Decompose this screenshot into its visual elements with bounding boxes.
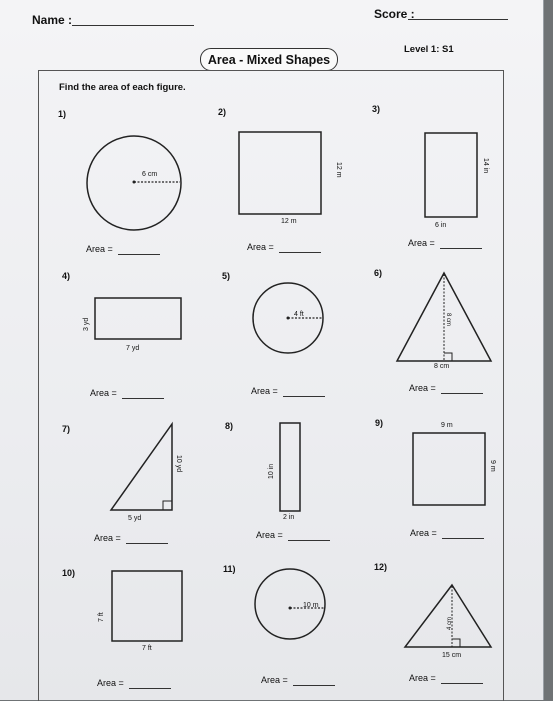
problem-number: 5)	[222, 271, 231, 281]
problem-number: 9)	[375, 418, 384, 428]
dimension-label: 9 m	[441, 422, 453, 429]
rectangle-figure	[279, 422, 301, 512]
dimension-label: 4 ft	[294, 311, 304, 318]
score-label: Score :	[374, 7, 415, 21]
worksheet-title: Area - Mixed Shapes	[200, 48, 338, 71]
dimension-label: 6 cm	[142, 171, 158, 178]
area-label: Area =	[97, 678, 124, 688]
area-label: Area =	[86, 244, 113, 254]
area-answer-line[interactable]	[126, 543, 168, 544]
dimension-label: 10 yd	[175, 455, 182, 473]
dimension-label: 2 in	[283, 514, 295, 521]
dimension-label: 4 cm	[447, 616, 453, 630]
dimension-label: 10 in	[268, 463, 275, 479]
square-figure	[111, 570, 183, 642]
area-answer-line[interactable]	[441, 393, 483, 394]
problem-number: 6)	[374, 268, 383, 278]
dimension-label: 12 m	[281, 218, 297, 225]
name-line[interactable]	[72, 25, 194, 26]
dimension-label: 8 cm	[434, 363, 450, 370]
problem-number: 1)	[58, 109, 67, 119]
problem-number: 12)	[374, 562, 388, 572]
dimension-label: 14 in	[482, 158, 489, 174]
square-figure	[412, 432, 486, 506]
area-answer-line[interactable]	[283, 396, 325, 397]
area-label: Area =	[90, 388, 117, 398]
rectangle-figure	[424, 132, 478, 218]
area-label: Area =	[261, 675, 288, 685]
problem-number: 4)	[62, 271, 71, 281]
dimension-label: 3 yd	[83, 317, 90, 331]
area-label: Area =	[94, 533, 121, 543]
dimension-label: 15 cm	[442, 652, 462, 659]
problem-number: 3)	[372, 104, 381, 114]
problem-number: 8)	[225, 421, 234, 431]
name-label: Name :	[32, 13, 73, 27]
dimension-label: 7 yd	[126, 345, 140, 352]
triangle-figure	[396, 272, 492, 362]
area-label: Area =	[256, 530, 283, 540]
area-answer-line[interactable]	[118, 254, 160, 255]
area-label: Area =	[251, 386, 278, 396]
problem-number: 2)	[218, 107, 227, 117]
area-answer-line[interactable]	[293, 685, 335, 686]
dimension-label: 9 m	[489, 460, 496, 472]
area-answer-line[interactable]	[122, 398, 164, 399]
area-answer-line[interactable]	[441, 683, 483, 684]
right-triangle-figure	[110, 423, 174, 511]
dimension-label: 8 cm	[445, 313, 451, 327]
dimension-label: 10 m	[303, 602, 319, 609]
rectangle-figure	[94, 297, 182, 340]
area-answer-line[interactable]	[129, 688, 171, 689]
score-line[interactable]	[408, 19, 508, 20]
area-answer-line[interactable]	[442, 538, 484, 539]
problem-number: 11)	[223, 564, 236, 574]
area-label: Area =	[247, 242, 274, 252]
dimension-label: 12 m	[335, 162, 342, 178]
area-answer-line[interactable]	[279, 252, 321, 253]
area-label: Area =	[409, 383, 436, 393]
dimension-label: 7 ft	[142, 645, 152, 652]
circle-figure	[252, 282, 324, 354]
dimension-label: 7 ft	[98, 612, 105, 622]
level-label: Level 1: S1	[404, 44, 454, 55]
area-answer-line[interactable]	[288, 540, 330, 541]
square-figure	[238, 131, 322, 215]
area-label: Area =	[410, 528, 437, 538]
dimension-label: 6 in	[435, 222, 447, 229]
problem-number: 7)	[62, 424, 71, 434]
area-answer-line[interactable]	[440, 248, 482, 249]
problem-number: 10)	[62, 568, 76, 578]
dimension-label: 5 yd	[128, 515, 142, 522]
area-label: Area =	[408, 238, 435, 248]
instructions: Find the area of each figure.	[59, 82, 186, 93]
area-label: Area =	[409, 673, 436, 683]
circle-figure	[86, 135, 182, 231]
